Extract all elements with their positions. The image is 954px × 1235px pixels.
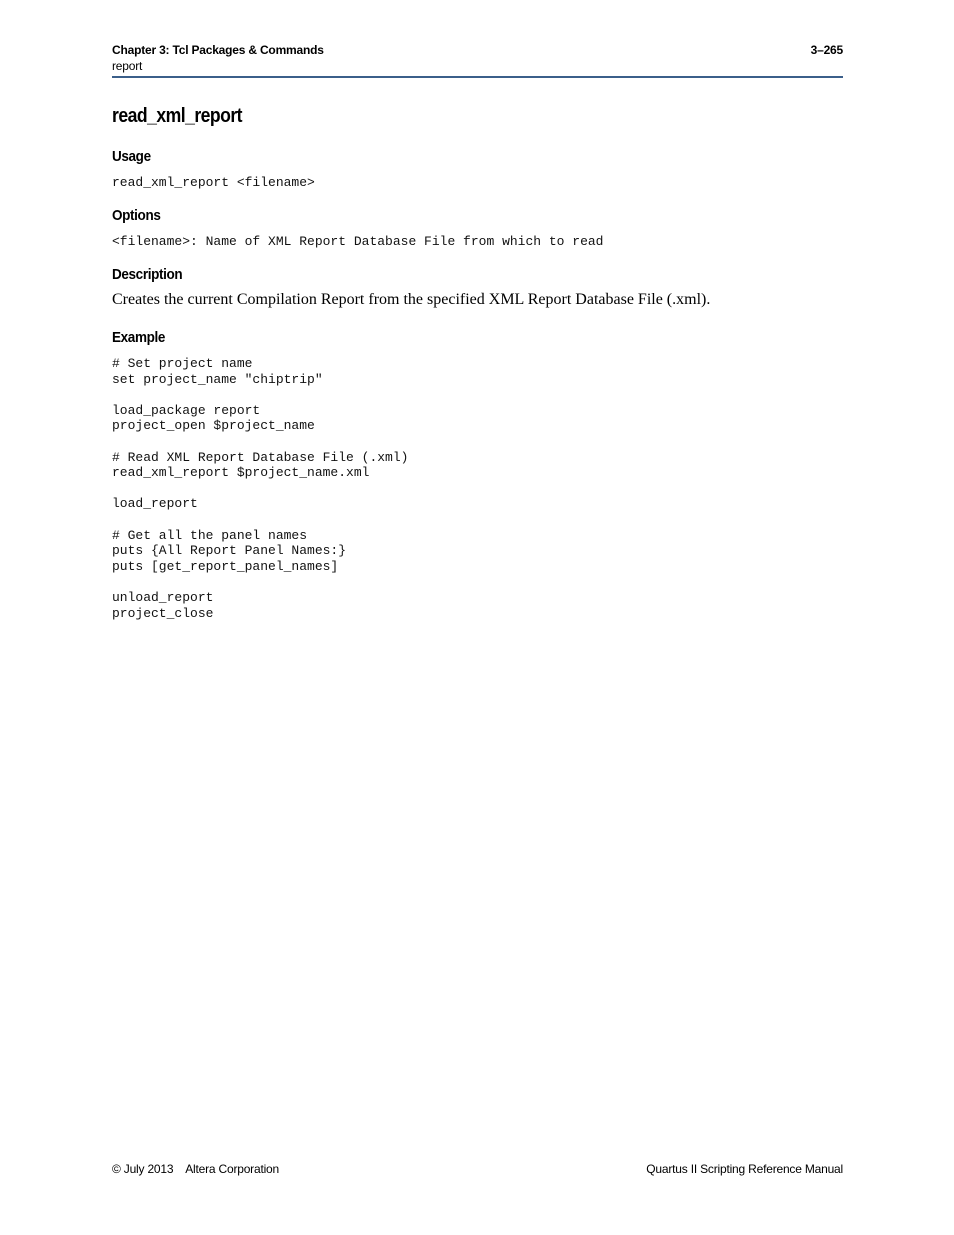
example-code-line: # Set project name <box>112 356 253 371</box>
header-section-name: report <box>112 59 143 73</box>
example-code-line <box>112 481 408 497</box>
header-page-number: 3–265 <box>810 43 843 57</box>
example-code-line: project_open $project_name <box>112 418 315 434</box>
example-code-line <box>112 574 408 590</box>
example-heading: Example <box>112 329 166 346</box>
command-title: read_xml_report <box>112 105 243 127</box>
example-code-block <box>112 356 408 621</box>
example-code-line <box>112 512 408 528</box>
usage-syntax: read_xml_report <filename> <box>112 175 315 190</box>
description-text: Creates the current Compilation Report from the specified XML Report Database File (.xml). <box>112 291 711 308</box>
options-text: <filename>: Name of XML Report Database File from which to read <box>112 234 604 249</box>
example-code-line: # Read XML Report Database File (.xml) <box>112 449 409 465</box>
example-code-line: load_report <box>112 496 198 512</box>
example-code-line <box>112 434 408 450</box>
example-code-line <box>112 387 408 403</box>
document-page <box>112 0 843 1235</box>
example-code-line: puts [get_report_panel_names] <box>112 558 339 574</box>
header-chapter-title: Chapter 3: Tcl Packages & Commands <box>112 43 324 57</box>
description-heading: Description <box>112 266 183 283</box>
options-heading: Options <box>112 207 161 224</box>
example-code-line: # Get all the panel names <box>112 527 308 543</box>
example-code-line: unload_report <box>112 589 214 605</box>
example-code-line: project_close <box>112 605 214 621</box>
example-code-line: set project_name "chiptrip" <box>112 371 323 387</box>
header-divider <box>112 76 843 78</box>
example-code-line: read_xml_report $project_name.xml <box>112 465 370 481</box>
example-code-line: puts {All Report Panel Names:} <box>112 543 347 559</box>
usage-heading: Usage <box>112 148 151 165</box>
example-code-line: load_package report <box>112 402 261 418</box>
footer-copyright: © July 2013 Altera Corporation <box>112 1162 280 1176</box>
footer-manual-title: Quartus II Scripting Reference Manual <box>646 1162 843 1176</box>
